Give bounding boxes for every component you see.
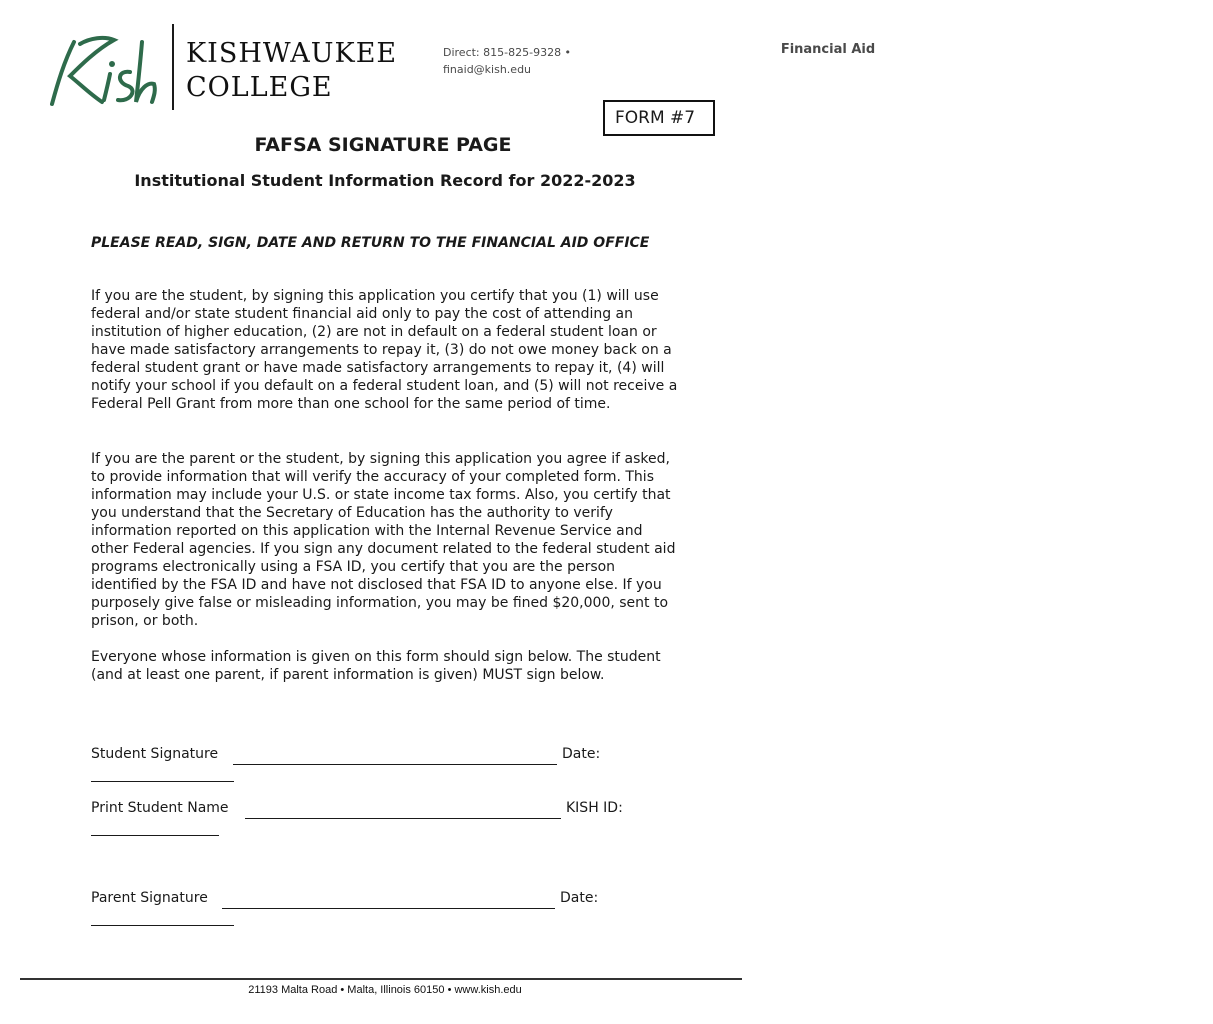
college-name-line1: KISHWAUKEE xyxy=(186,38,398,69)
kish-logo-icon xyxy=(44,32,164,112)
student-date-label: Date: xyxy=(562,746,601,762)
student-signature-label: Student Signature xyxy=(91,746,219,762)
kish-id-line[interactable] xyxy=(91,835,219,836)
office-title: Financial Aid xyxy=(780,42,876,57)
footer-divider xyxy=(20,978,742,980)
parent-date-label: Date: xyxy=(560,890,599,906)
student-signature-line[interactable] xyxy=(233,764,557,765)
college-name-line2: COLLEGE xyxy=(186,72,333,103)
print-student-name-label: Print Student Name xyxy=(91,800,229,816)
page-title: FAFSA SIGNATURE PAGE xyxy=(254,134,512,156)
signing-instructions-paragraph: Everyone whose information is given on this form should sign below. The student (and at least one parent, if parent information is given) MUST sign below. xyxy=(91,649,661,683)
print-student-name-line[interactable] xyxy=(245,818,561,819)
parent-signature-label: Parent Signature xyxy=(91,890,208,906)
phone-number: Direct: 815-825-9328 • xyxy=(443,46,572,59)
kish-id-label: KISH ID: xyxy=(566,800,623,816)
parent-date-line[interactable] xyxy=(91,925,234,926)
student-date-line[interactable] xyxy=(91,781,234,782)
page-subtitle: Institutional Student Information Record for 2022-2023 xyxy=(134,171,636,190)
email-address: finaid@kish.edu xyxy=(443,63,532,76)
student-certification-paragraph: If you are the student, by signing this application you certify that you (1) will use federal and/or state student financial aid only to pay the cost of attending an institution of higher education, (2) are not in default on a federal student loan or have made satisfactory arrangements to repay it, (3) do not owe money back on a federal student grant or have made satisfactory arrangements to repay it, (4) will notify your school if you default on a federal student loan, and (5) will not receive a Federal Pell Grant from more than one school for the same period of time. xyxy=(91,288,678,412)
logo-divider xyxy=(172,24,174,110)
parent-student-agreement-paragraph: If you are the parent or the student, by signing this application you agree if asked, to provide information that will verify the accuracy of your completed form. This information may include your U.S. or state income tax forms. Also, you certify that you understand that the Secretary of Education has the authority to verify information reported on this application with the Internal Revenue Service and other Federal agencies. If you sign any document related to the federal student aid programs electronically using a FSA ID, you certify that you are the person identified by the FSA ID and have not disclosed that FSA ID to anyone else. If you purposely give false or misleading information, you may be fined $20,000, sent to prison, or both. xyxy=(91,451,676,629)
form-number-box: FORM #7 xyxy=(603,100,715,136)
parent-signature-line[interactable] xyxy=(222,908,555,909)
footer-address: 21193 Malta Road • Malta, Illinois 60150 • www.kish.edu xyxy=(248,984,522,996)
contact-block xyxy=(443,42,876,76)
return-instruction: PLEASE READ, SIGN, DATE AND RETURN TO THE FINANCIAL AID OFFICE xyxy=(91,235,650,251)
